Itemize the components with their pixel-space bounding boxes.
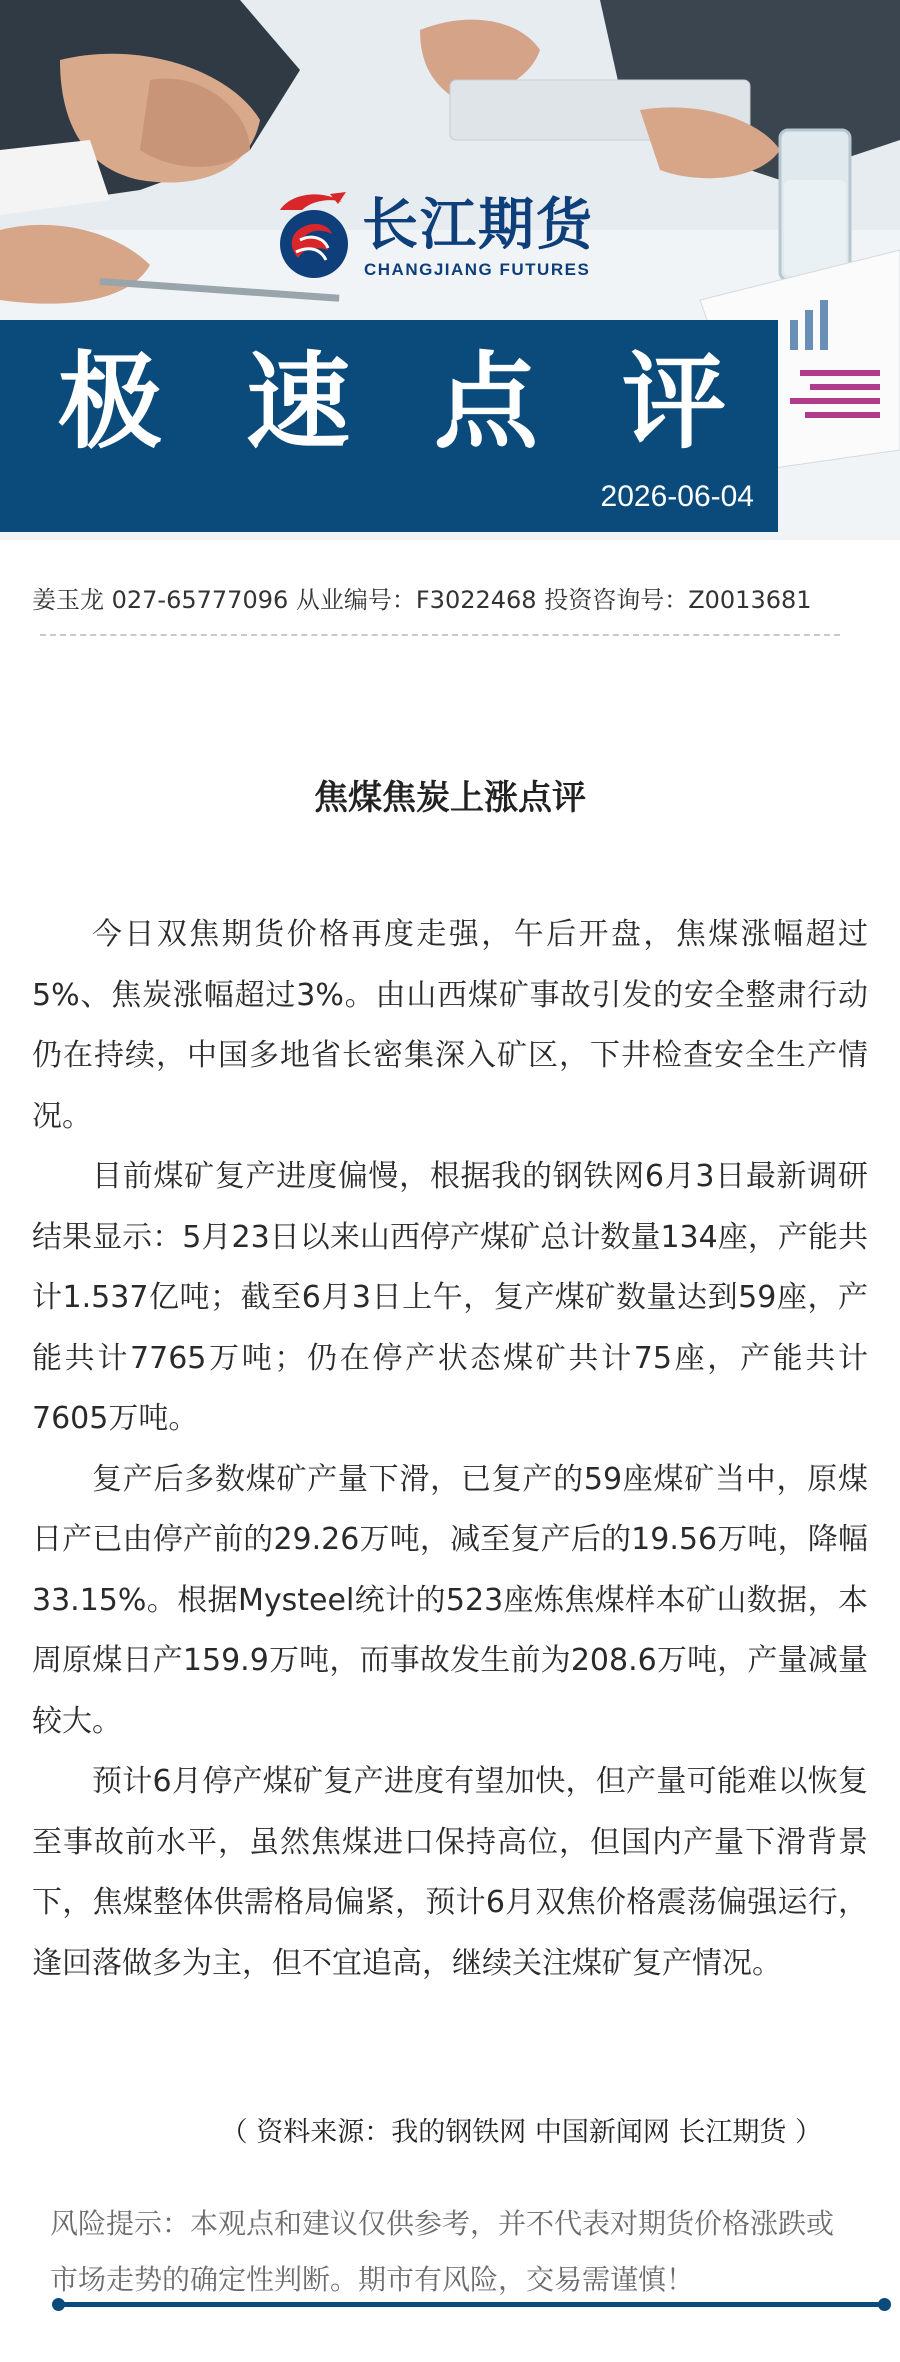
article-paragraph: 目前煤矿复产进度偏慢，根据我的钢铁网6月3日最新调研结果显示：5月23日以来山西停产煤矿总计数量134座，产能共计1.537亿吨；截至6月3日上午，复产煤矿数量达到59座，产能共计7765万吨；仍在停产状态煤矿共计75座，产能共计7605万吨。	[32, 1159, 868, 1436]
header-banner	[0, 0, 900, 540]
publish-date: 2026-06-04	[600, 480, 754, 513]
article-paragraph: 今日双焦期货价格再度走强，午后开盘，焦煤涨幅超过5%、焦炭涨幅超过3%。由山西煤矿事故引发的安全整肃行动仍在持续，中国多地省长密集深入矿区，下井检查安全生产情况。	[32, 917, 868, 1134]
brand-name: 长江期货	[362, 193, 594, 258]
title-char: 点	[433, 341, 538, 463]
footer-rule-dot-right	[878, 2298, 891, 2311]
footer-rule-dot-left	[52, 2298, 65, 2311]
data-source-note: （ 资料来源：我的钢铁网 中国新闻网 长江期货 ）	[220, 2117, 822, 2148]
author-contact-line: 姜玉龙 027-65777096 从业编号：F3022468 投资咨询号：Z0013681	[32, 586, 812, 614]
changjiang-futures-logo	[272, 190, 632, 290]
page-title	[0, 342, 778, 462]
title-char: 评	[621, 341, 726, 463]
footer-rule	[58, 2302, 886, 2307]
risk-notice: 风险提示：本观点和建议仅供参考，并不代表对期货价格涨跌或市场走势的确定性判断。期市有风险，交易需谨慎！	[50, 2207, 835, 2296]
title-char: 速	[245, 341, 350, 463]
dashed-divider	[40, 634, 840, 636]
article-body	[32, 905, 868, 1994]
brand-subtitle: CHANGJIANG FUTURES	[364, 260, 591, 279]
article-paragraph: 复产后多数煤矿产量下滑，已复产的59座煤矿当中，原煤日产已由停产前的29.26万吨，减至复产后的19.56万吨，降幅33.15%。根据Mysteel统计的523座炼焦煤样本矿山数据，本周原煤日产159.9万吨，而事故发生前为208.6万吨，产量减量较大。	[32, 1461, 868, 1739]
article-paragraph: 预计6月停产煤矿复产进度有望加快，但产量可能难以恢复至事故前水平，虽然焦煤进口保持高位，但国内产量下滑背景下，焦煤整体供需格局偏紧，预计6月双焦价格震荡偏强运行，逢回落做多为主，但不宜追高，继续关注煤矿复产情况。	[32, 1764, 868, 1981]
dragon-logo-icon	[272, 190, 358, 282]
article-title: 焦煤焦炭上涨点评	[314, 778, 586, 818]
title-char: 极	[57, 341, 162, 463]
title-band	[0, 320, 778, 532]
